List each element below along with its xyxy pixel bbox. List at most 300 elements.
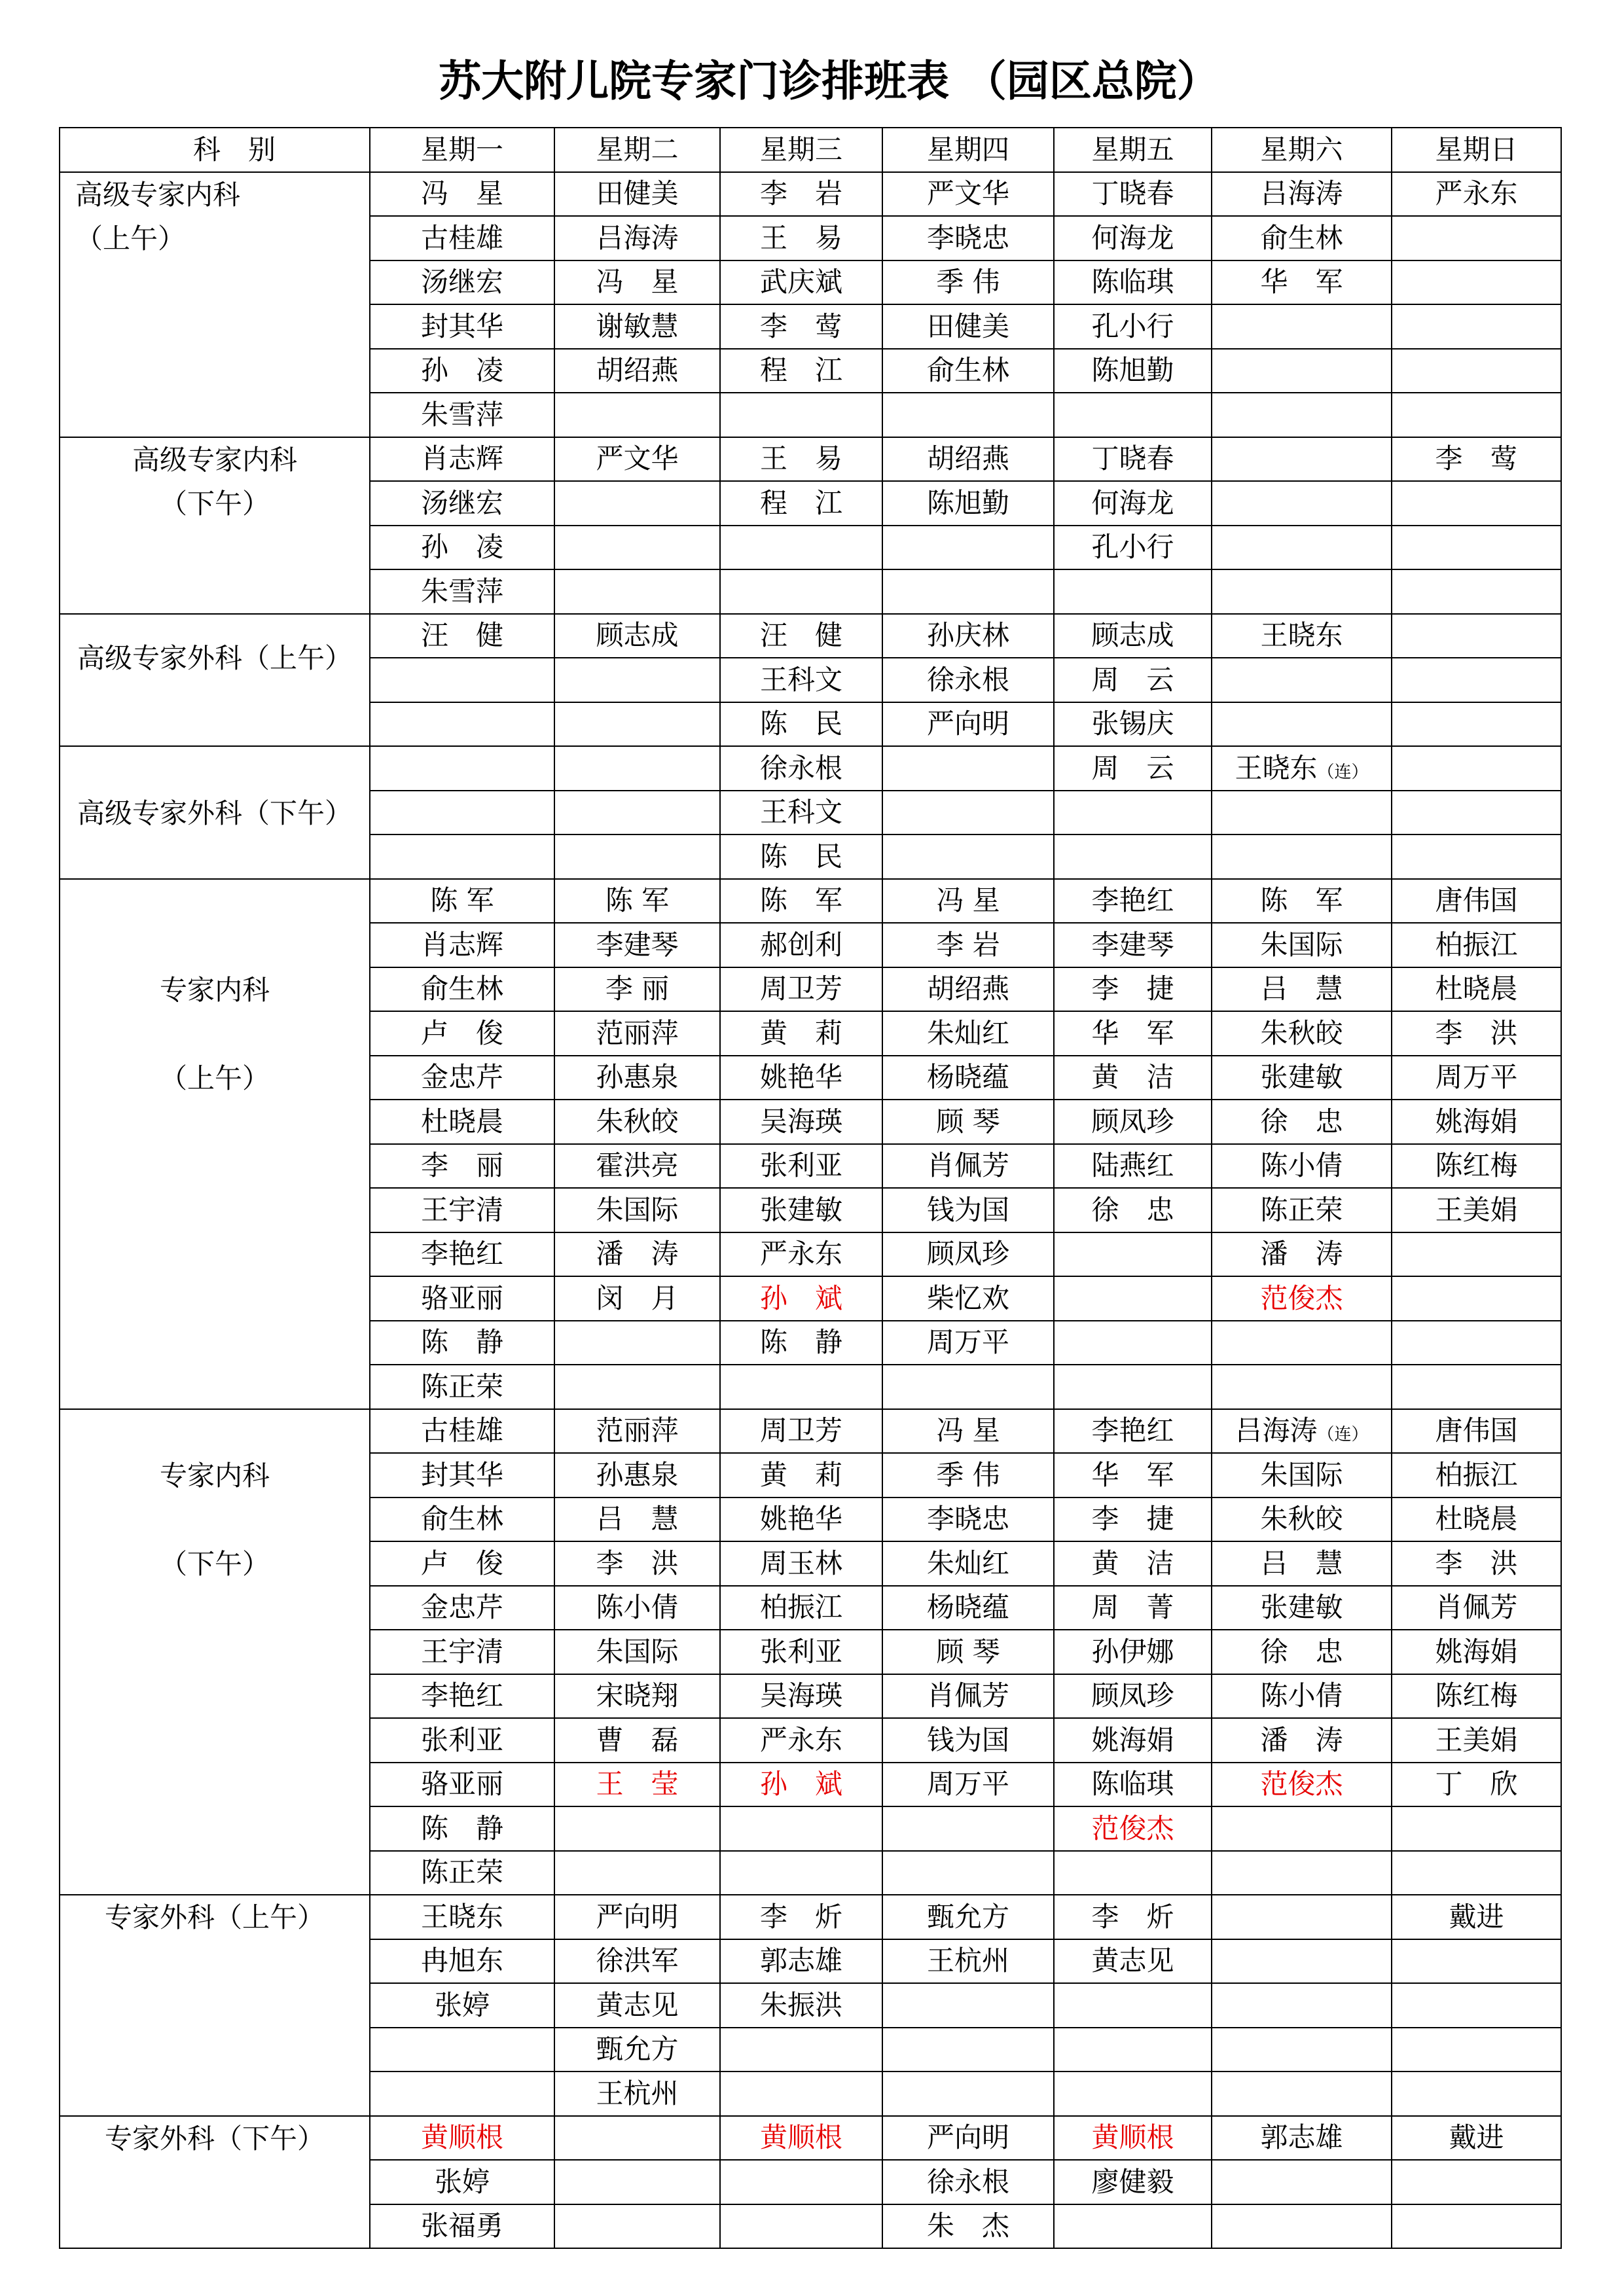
schedule-cell: [554, 437, 720, 482]
schedule-cell: [1212, 923, 1392, 967]
schedule-cell: [554, 1895, 720, 1939]
schedule-cell: [370, 1630, 554, 1674]
schedule-cell: [1054, 1321, 1212, 1365]
schedule-cell: [882, 1895, 1054, 1939]
schedule-cell: [1392, 216, 1561, 260]
schedule-cell: [720, 2116, 882, 2161]
doctor-name: 严向明: [926, 2121, 1009, 2154]
doctor-name: 李晓忠: [926, 1503, 1009, 1535]
doctor-name: 郭志雄: [759, 1945, 842, 1977]
schedule-cell: [1392, 746, 1561, 791]
doctor-name: 杨晓蕴: [926, 1061, 1009, 1094]
doctor-name: 朱振洪: [759, 1988, 842, 2021]
schedule-cell: [882, 1232, 1054, 1277]
schedule-cell: [1392, 1939, 1561, 1984]
doctor-name: 顾 琴: [936, 1105, 1000, 1138]
doctor-name: 顾志成: [596, 619, 679, 652]
schedule-cell: [1212, 967, 1392, 1012]
doctor-name: 孙伊娜: [1091, 1635, 1174, 1668]
schedule-cell: [720, 1100, 882, 1144]
doctor-name: 陈 静: [420, 1812, 503, 1844]
schedule-cell: [720, 614, 882, 658]
schedule-cell: [554, 1763, 720, 1807]
dept-label: 专家内科: [159, 1460, 270, 1492]
doctor-name: 汪 健: [759, 619, 842, 652]
header-day-sun: 星期日: [1392, 128, 1561, 172]
schedule-cell: [1392, 1541, 1561, 1586]
schedule-cell: [554, 393, 720, 437]
schedule-cell: [370, 526, 554, 570]
doctor-name: 朱秋皎: [1260, 1016, 1343, 1049]
doctor-name: 李 炘: [759, 1900, 842, 1933]
doctor-name: 李建琴: [596, 928, 679, 961]
schedule-cell: [1054, 1188, 1212, 1232]
schedule-cell: [1054, 834, 1212, 879]
schedule-cell: [370, 1498, 554, 1542]
schedule-cell: [554, 1011, 720, 1056]
schedule-cell: [370, 393, 554, 437]
schedule-cell: [554, 172, 720, 217]
schedule-cell: [370, 1144, 554, 1189]
doctor-name: 何海龙: [1091, 221, 1174, 254]
schedule-cell: [720, 834, 882, 879]
dept-label-cell: [60, 1409, 370, 1895]
doctor-name: 严永东: [759, 1723, 842, 1756]
schedule-cell: [882, 1718, 1054, 1763]
doctor-name: 黄顺根: [420, 2121, 503, 2154]
schedule-cell: [720, 702, 882, 747]
doctor-name: 陈红梅: [1435, 1149, 1518, 1182]
schedule-cell: [1392, 702, 1561, 747]
doctor-name: 孙庆林: [926, 619, 1009, 652]
doctor-name: 胡绍燕: [926, 442, 1009, 475]
schedule-cell: [554, 834, 720, 879]
schedule-cell: [370, 1232, 554, 1277]
schedule-cell: [1054, 1365, 1212, 1409]
schedule-cell: [882, 1983, 1054, 2028]
doctor-name: 王宇清: [420, 1193, 503, 1226]
schedule-cell: [554, 746, 720, 791]
schedule-cell: [1054, 1718, 1212, 1763]
schedule-cell: [370, 1674, 554, 1719]
doctor-name: 徐 忠: [1260, 1105, 1343, 1138]
doctor-name: 朱秋皎: [1260, 1503, 1343, 1535]
header-dept: 科 别: [60, 128, 370, 172]
schedule-cell: [1212, 172, 1392, 217]
schedule-cell: [554, 569, 720, 614]
schedule-cell: [1054, 1232, 1212, 1277]
dept-label: 高级专家外科（上午）: [77, 642, 352, 675]
doctor-name: 姚海娟: [1091, 1723, 1174, 1756]
doctor-name: 华 军: [1260, 266, 1343, 298]
dept-label: 专家外科（上午）: [104, 1901, 325, 1933]
doctor-name: 闵 月: [596, 1282, 679, 1314]
doctor-name: 徐永根: [759, 751, 842, 784]
doctor-name: 顾凤珍: [1091, 1679, 1174, 1712]
doctor-name: 金忠芹: [420, 1061, 503, 1094]
doctor-name: 孔小行: [1091, 531, 1174, 564]
schedule-cell: [554, 1056, 720, 1100]
doctor-name: 陈正荣: [420, 1370, 503, 1403]
schedule-cell: [1212, 1232, 1392, 1277]
schedule-cell: [1212, 1321, 1392, 1365]
doctor-name: 李 洪: [1435, 1016, 1518, 1049]
schedule-cell: [882, 2116, 1054, 2161]
schedule-cell: [1392, 393, 1561, 437]
doctor-name: 朱雪萍: [420, 398, 503, 431]
schedule-cell: [882, 1321, 1054, 1365]
schedule-cell: [1054, 791, 1212, 835]
doctor-name: 郭志雄: [1260, 2121, 1343, 2154]
doctor-name: 李 丽: [420, 1149, 503, 1182]
doctor-name: 周万平: [926, 1326, 1009, 1359]
doctor-name: 黄 洁: [1091, 1547, 1174, 1579]
schedule-cell: [554, 1851, 720, 1895]
schedule-cell: [370, 923, 554, 967]
doctor-name: 陈 静: [759, 1326, 842, 1359]
doctor-name: 范俊杰: [1260, 1768, 1343, 1801]
doctor-name: 徐 忠: [1260, 1635, 1343, 1668]
doctor-name: 范俊杰: [1260, 1282, 1343, 1314]
schedule-cell: [882, 1939, 1054, 1984]
doctor-name: 徐永根: [926, 663, 1009, 696]
schedule-row: [60, 879, 1561, 924]
doctor-name: 周玉林: [759, 1547, 842, 1579]
schedule-cell: [1054, 658, 1212, 702]
doctor-name: 王晓东: [1235, 751, 1318, 784]
doctor-name: 严向明: [596, 1900, 679, 1933]
schedule-cell: [1212, 879, 1392, 924]
schedule-cell: [1392, 2072, 1561, 2116]
schedule-cell: [1392, 1806, 1561, 1851]
doctor-name: 冯 星: [936, 1414, 1000, 1447]
schedule-cell: [720, 746, 882, 791]
schedule-cell: [1392, 1453, 1561, 1498]
schedule-cell: [554, 526, 720, 570]
doctor-name: 肖佩芳: [926, 1149, 1009, 1182]
doctor-name: 季 伟: [936, 266, 1000, 298]
doctor-name: 孔小行: [1091, 310, 1174, 342]
schedule-cell: [370, 2160, 554, 2204]
doctor-name: 徐永根: [926, 2165, 1009, 2198]
schedule-cell: [720, 216, 882, 260]
schedule-cell: [1212, 2072, 1392, 2116]
doctor-name: 李 炘: [1091, 1900, 1174, 1933]
schedule-cell: [1212, 1409, 1392, 1454]
schedule-cell: [720, 1056, 882, 1100]
schedule-cell: [1054, 437, 1212, 482]
schedule-cell: [882, 1498, 1054, 1542]
doctor-name: 曹 磊: [596, 1723, 679, 1756]
schedule-cell: [720, 172, 882, 217]
doctor-name: 张婷: [434, 1988, 490, 2021]
doctor-name: 孙 凌: [420, 354, 503, 387]
schedule-cell: [1212, 304, 1392, 349]
schedule-cell: [720, 2028, 882, 2072]
schedule-cell: [1054, 1011, 1212, 1056]
doctor-name: 朱灿红: [926, 1547, 1009, 1579]
doctor-name: 杜晓晨: [1435, 973, 1518, 1005]
header-day-fri: 星期五: [1054, 128, 1212, 172]
schedule-cell: [720, 1895, 882, 1939]
doctor-name: 黄志见: [596, 1988, 679, 2021]
doctor-name: 骆亚丽: [420, 1768, 503, 1801]
schedule-cell: [370, 437, 554, 482]
schedule-cell: [1212, 526, 1392, 570]
schedule-cell: [720, 1409, 882, 1454]
schedule-cell: [1054, 569, 1212, 614]
schedule-cell: [882, 216, 1054, 260]
doctor-name: 汪 健: [420, 619, 503, 652]
doctor-name: 陈临琪: [1091, 1768, 1174, 1801]
schedule-cell: [882, 2072, 1054, 2116]
doctor-name: 丁晓春: [1091, 442, 1174, 475]
doctor-name: 季 伟: [936, 1458, 1000, 1491]
doctor-name: 吕 慧: [1260, 973, 1343, 1005]
schedule-cell: [1392, 2160, 1561, 2204]
schedule-cell: [1392, 1630, 1561, 1674]
doctor-name: 卢 俊: [420, 1016, 503, 1049]
schedule-cell: [1392, 1365, 1561, 1409]
schedule-cell: [554, 1188, 720, 1232]
schedule-cell: [1392, 526, 1561, 570]
schedule-cell: [1392, 349, 1561, 393]
schedule-cell: [1392, 437, 1561, 482]
doctor-name: 朱 杰: [926, 2210, 1009, 2242]
schedule-cell: [1392, 1188, 1561, 1232]
schedule-cell: [1392, 1321, 1561, 1365]
schedule-cell: [370, 967, 554, 1012]
doctor-name: 朱雪萍: [420, 575, 503, 607]
dept-label: 专家外科（下午）: [104, 2122, 325, 2155]
schedule-cell: [1392, 1851, 1561, 1895]
dept-label: （上午）: [159, 1062, 270, 1094]
doctor-name: 范丽萍: [596, 1016, 679, 1049]
doctor-name: 封其华: [420, 310, 503, 342]
doctor-name: 吴海瑛: [759, 1105, 842, 1138]
schedule-cell: [720, 437, 882, 482]
schedule-cell: [720, 1276, 882, 1321]
schedule-cell: [1392, 1895, 1561, 1939]
doctor-name: 陈旭勤: [926, 486, 1009, 519]
schedule-cell: [720, 967, 882, 1012]
doctor-name: 黄志见: [1091, 1945, 1174, 1977]
schedule-cell: [720, 658, 882, 702]
doctor-name: 廖健毅: [1091, 2165, 1174, 2198]
schedule-cell: [720, 304, 882, 349]
doctor-name: 孙 凌: [420, 531, 503, 564]
schedule-cell: [720, 1365, 882, 1409]
doctor-name: 李 捷: [1091, 973, 1174, 1005]
schedule-cell: [370, 1806, 554, 1851]
schedule-cell: [1392, 1586, 1561, 1630]
schedule-cell: [1054, 172, 1212, 217]
doctor-name: 吕海涛: [1260, 177, 1343, 210]
doctor-name: 张婷: [434, 2165, 490, 2198]
schedule-cell: [1392, 879, 1561, 924]
schedule-cell: [554, 614, 720, 658]
doctor-name: 王美娟: [1435, 1193, 1518, 1226]
schedule-cell: [1054, 304, 1212, 349]
schedule-cell: [1212, 1806, 1392, 1851]
dept-label: 专家内科: [159, 973, 270, 1006]
schedule-cell: [1212, 1630, 1392, 1674]
doctor-name: 黄顺根: [1091, 2121, 1174, 2154]
doctor-name: 李艳红: [1091, 884, 1174, 917]
schedule-cell: [1392, 1763, 1561, 1807]
doctor-name: 吕海涛: [596, 221, 679, 254]
schedule-cell: [1392, 481, 1561, 526]
schedule-cell: [1054, 481, 1212, 526]
schedule-cell: [554, 2028, 720, 2072]
schedule-cell: [554, 923, 720, 967]
doctor-name: 华 军: [1091, 1016, 1174, 1049]
doctor-name: 肖志辉: [420, 442, 503, 475]
schedule-cell: [1212, 791, 1392, 835]
doctor-name: 朱秋皎: [596, 1105, 679, 1138]
doctor-name: 黄 莉: [759, 1458, 842, 1491]
schedule-cell: [1054, 2072, 1212, 2116]
doctor-name: 李 捷: [1091, 1503, 1174, 1535]
schedule-cell: [1054, 2028, 1212, 2072]
schedule-cell: [554, 1718, 720, 1763]
schedule-cell: [720, 1763, 882, 1807]
schedule-cell: [1212, 1144, 1392, 1189]
schedule-cell: [370, 1100, 554, 1144]
doctor-name: 朱国际: [596, 1193, 679, 1226]
doctor-name: 陈 民: [759, 840, 842, 872]
dept-label-cell: [60, 172, 370, 437]
schedule-cell: [554, 304, 720, 349]
schedule-cell: [720, 1851, 882, 1895]
schedule-cell: [720, 2204, 882, 2249]
schedule-cell: [1392, 2028, 1561, 2072]
schedule-cell: [720, 1232, 882, 1277]
schedule-cell: [882, 349, 1054, 393]
doctor-name: 王晓东: [1260, 619, 1343, 652]
doctor-name: 王美娟: [1435, 1723, 1518, 1756]
schedule-cell: [720, 879, 882, 924]
schedule-cell: [1392, 1011, 1561, 1056]
schedule-cell: [370, 1763, 554, 1807]
schedule-cell: [370, 1851, 554, 1895]
schedule-cell: [1054, 2160, 1212, 2204]
schedule-cell: [1212, 1498, 1392, 1542]
doctor-name: 郝创利: [759, 928, 842, 961]
header-day-mon: 星期一: [370, 128, 554, 172]
doctor-name: 封其华: [420, 1458, 503, 1491]
doctor-name: 陈 军: [1260, 884, 1343, 917]
doctor-name: 姚艳华: [759, 1503, 842, 1535]
schedule-cell: [1054, 1586, 1212, 1630]
schedule-cell: [554, 879, 720, 924]
schedule-cell: [554, 1630, 720, 1674]
schedule-cell: [370, 2116, 554, 2161]
doctor-name: 李 洪: [596, 1547, 679, 1579]
schedule-cell: [720, 569, 882, 614]
schedule-cell: [1054, 879, 1212, 924]
schedule-cell: [882, 1541, 1054, 1586]
schedule-cell: [882, 1453, 1054, 1498]
doctor-name: 张利亚: [759, 1635, 842, 1668]
schedule-cell: [1212, 349, 1392, 393]
schedule-cell: [882, 834, 1054, 879]
doctor-name: 吕 慧: [1260, 1547, 1343, 1579]
schedule-cell: [370, 702, 554, 747]
dept-label: （上午）: [75, 223, 186, 255]
schedule-row: [60, 746, 1561, 791]
doctor-name: 肖佩芳: [1435, 1591, 1518, 1624]
doctor-name: 杨晓蕴: [926, 1591, 1009, 1624]
schedule-cell: [1054, 1100, 1212, 1144]
schedule-cell: [1212, 1674, 1392, 1719]
dept-label: 高级专家内科: [75, 178, 241, 211]
schedule-row: [60, 437, 1561, 482]
dept-label-cell: [60, 746, 370, 879]
doctor-name: 程 江: [759, 486, 842, 519]
schedule-cell: [882, 614, 1054, 658]
schedule-cell: [370, 481, 554, 526]
schedule-cell: [882, 569, 1054, 614]
schedule-cell: [1054, 1895, 1212, 1939]
doctor-name: 胡绍燕: [596, 354, 679, 387]
schedule-cell: [370, 1409, 554, 1454]
doctor-name: 周卫芳: [759, 1414, 842, 1447]
doctor-name: 李 莺: [1435, 442, 1518, 475]
schedule-cell: [1212, 614, 1392, 658]
schedule-cell: [882, 1586, 1054, 1630]
schedule-cell: [882, 393, 1054, 437]
doctor-name: 汤继宏: [420, 266, 503, 298]
doctor-name: 俞生林: [420, 1503, 503, 1535]
schedule-cell: [1054, 1409, 1212, 1454]
schedule-cell: [554, 791, 720, 835]
doctor-name: 周万平: [926, 1768, 1009, 1801]
schedule-cell: [720, 923, 882, 967]
doctor-name: 丁晓春: [1091, 177, 1174, 210]
schedule-cell: [1054, 1806, 1212, 1851]
schedule-cell: [882, 702, 1054, 747]
schedule-cell: [1392, 791, 1561, 835]
schedule-cell: [1392, 1983, 1561, 2028]
doctor-name: 霍洪亮: [596, 1149, 679, 1182]
doctor-name: 潘 涛: [596, 1238, 679, 1270]
schedule-cell: [882, 481, 1054, 526]
dept-label: （下午）: [159, 488, 270, 520]
doctor-name: 肖志辉: [420, 928, 503, 961]
schedule-cell: [1392, 614, 1561, 658]
doctor-name: 田健美: [926, 310, 1009, 342]
schedule-cell: [554, 1541, 720, 1586]
schedule-cell: [370, 791, 554, 835]
schedule-cell: [1054, 1763, 1212, 1807]
schedule-cell: [720, 1983, 882, 2028]
schedule-cell: [720, 1498, 882, 1542]
schedule-cell: [554, 1674, 720, 1719]
doctor-name: 柏振江: [1435, 1458, 1518, 1491]
schedule-cell: [554, 1409, 720, 1454]
doctor-name: 李建琴: [1091, 928, 1174, 961]
schedule-cell: [882, 967, 1054, 1012]
doctor-name: 姚艳华: [759, 1061, 842, 1094]
schedule-row: [60, 172, 1561, 217]
doctor-name: 冯 星: [596, 266, 679, 298]
doctor-name: 戴进: [1449, 1900, 1504, 1933]
schedule-cell: [1054, 1630, 1212, 1674]
schedule-cell: [882, 1056, 1054, 1100]
doctor-name: 吴海瑛: [759, 1679, 842, 1712]
schedule-cell: [882, 1630, 1054, 1674]
